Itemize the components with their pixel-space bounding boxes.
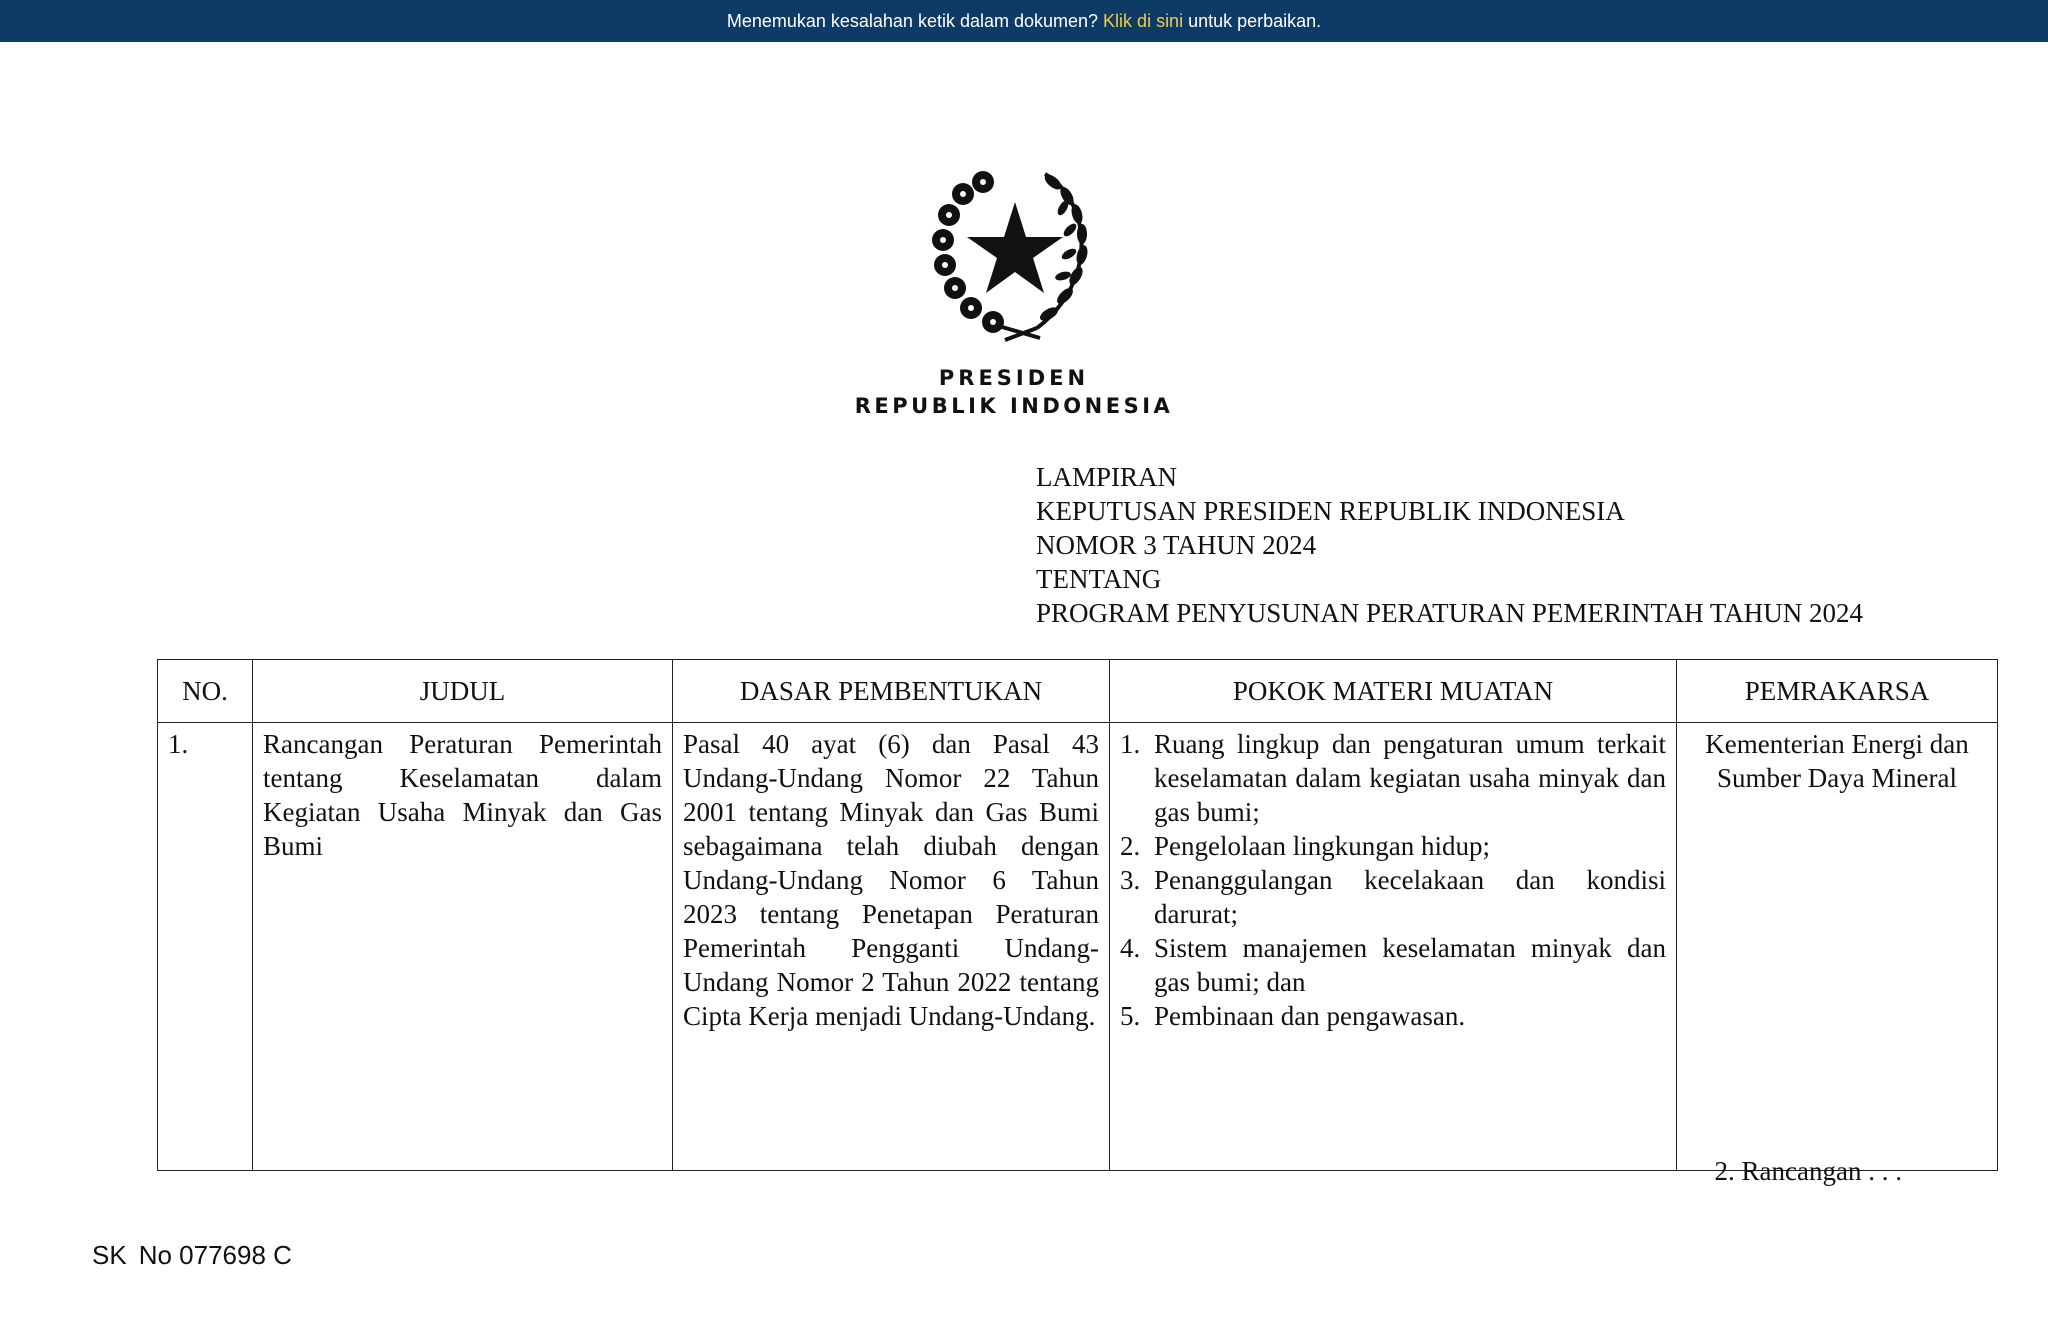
- banner-text-after: untuk perbaikan.: [1188, 10, 1322, 31]
- header-pokok: POKOK MATERI MUATAN: [1110, 660, 1677, 723]
- list-item-number: 2.: [1120, 831, 1141, 861]
- list-item: [1120, 829, 1666, 863]
- list-item-number: 1.: [1120, 729, 1141, 759]
- typo-report-banner: [0, 0, 2048, 42]
- list-item-text: Penanggulangan kecelakaan dan kondisi darurat;: [1154, 865, 1666, 929]
- report-typo-link[interactable]: Klik di sini: [1103, 10, 1184, 31]
- org-line-republik: REPUBLIK INDONESIA: [854, 394, 1174, 418]
- list-item-number: 4.: [1120, 933, 1141, 963]
- table-header-row: [158, 660, 1998, 723]
- header-pemrakarsa: PEMRAKARSA: [1677, 660, 1998, 723]
- header-dasar: DASAR PEMBENTUKAN: [673, 660, 1110, 723]
- list-item-text: Pengelolaan lingkungan hidup;: [1154, 831, 1490, 861]
- cell-pemrakarsa: Kementerian Energi dan Sumber Daya Mineral: [1677, 723, 1998, 1171]
- sk-serial: [92, 1240, 292, 1271]
- banner-text: Menemukan kesalahan ketik dalam dokumen?: [726, 10, 1099, 31]
- presidential-emblem-icon: [925, 160, 1105, 350]
- list-item-text: Ruang lingkup dan pengaturan umum terkait keselamatan dalam kegiatan usaha minyak dan gas bumi;: [1154, 729, 1666, 827]
- header-no: NO.: [158, 660, 253, 723]
- list-item: [1120, 727, 1666, 829]
- cell-judul: Rancangan Peraturan Pemerintah tentang Keselamatan dalam Kegiatan Usaha Minyak dan Gas Bumi: [253, 723, 673, 1171]
- pokok-list: [1120, 727, 1666, 1033]
- issuer-heading: [774, 366, 1254, 418]
- lampiran-line-5: PROGRAM PENYUSUNAN PERATURAN PEMERINTAH TAHUN 2024: [1036, 598, 1863, 628]
- lampiran-line-1: LAMPIRAN: [1036, 462, 1178, 492]
- list-item-number: 5.: [1120, 1001, 1141, 1031]
- header-judul: JUDUL: [253, 660, 673, 723]
- continuation-marker: 2. Rancangan . . .: [1714, 1156, 1902, 1186]
- lampiran-line-4: TENTANG: [1036, 564, 1162, 594]
- list-item: [1120, 931, 1666, 999]
- cell-pokok: [1110, 723, 1677, 1171]
- cell-dasar: Pasal 40 ayat (6) dan Pasal 43 Undang-Undang Nomor 22 Tahun 2001 tentang Minyak dan Gas Bumi sebagaimana telah diubah dengan Undang-Undang Nomor 6 Tahun 2023 tentang Penetapan Peraturan Pemerintah Pengganti Undang-Undang Nomor 2 Tahun 2022 tentang Cipta Kerja menjadi Undang-Undang.: [673, 723, 1110, 1171]
- table-row: [158, 723, 1998, 1171]
- org-line-presiden: PRESIDEN: [938, 366, 1090, 390]
- attachment-heading: [1036, 460, 1863, 630]
- lampiran-line-2: KEPUTUSAN PRESIDEN REPUBLIK INDONESIA: [1036, 496, 1625, 526]
- list-item: [1120, 999, 1666, 1033]
- sk-label: SK: [92, 1240, 127, 1270]
- regulation-program-table: [157, 659, 1998, 1171]
- lampiran-line-3: NOMOR 3 TAHUN 2024: [1036, 530, 1317, 560]
- sk-number: No 077698 C: [138, 1240, 292, 1270]
- cell-no: 1.: [158, 723, 253, 1171]
- list-item-text: Sistem manajemen keselamatan minyak dan gas bumi; dan: [1154, 933, 1666, 997]
- list-item: [1120, 863, 1666, 931]
- list-item-number: 3.: [1120, 865, 1141, 895]
- list-item-text: Pembinaan dan pengawasan.: [1154, 1001, 1466, 1031]
